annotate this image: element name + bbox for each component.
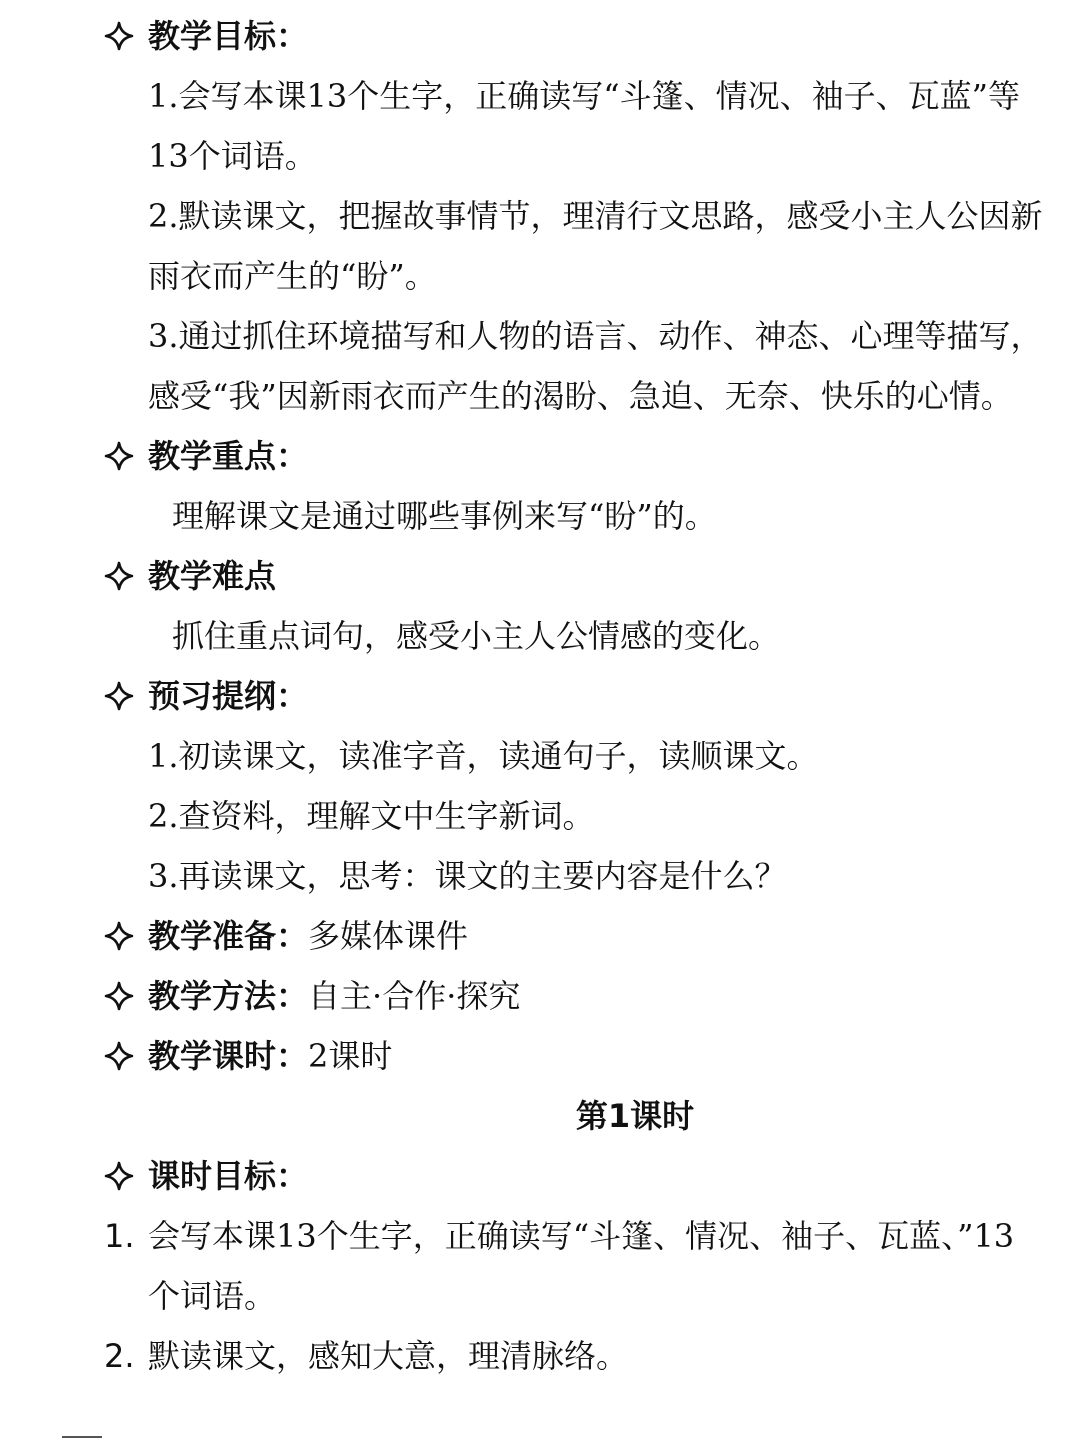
- heading-value: 多媒体课件: [308, 917, 469, 955]
- goals-line-3: 2.默读课文，把握故事情节，理清行文思路，感受小主人公因新: [148, 197, 1043, 235]
- item-text: 默读课文，感知大意，理清脉络。: [148, 1337, 629, 1375]
- heading-colon: ：: [276, 1037, 309, 1075]
- goals-line-1: 1.会写本课13个生字，正确读写“斗篷、情况、袖子、瓦蓝”等: [148, 77, 1020, 115]
- lesson-goal-item-2: [104, 1336, 628, 1376]
- section-heading-difficulties: [104, 556, 276, 596]
- heading-colon: ：: [276, 1157, 309, 1195]
- heading-label: 教学课时: [148, 1037, 277, 1075]
- heading-label: 课时目标: [148, 1157, 277, 1195]
- goals-line-4: 雨衣而产生的“盼”。: [148, 257, 437, 295]
- heading-label: 教学难点: [148, 557, 277, 595]
- lesson-goal-item-1-cont: 个词语。: [148, 1277, 277, 1315]
- heading-value: 自主·合作·探究: [308, 977, 521, 1015]
- heading-colon: ：: [276, 977, 309, 1015]
- preview-line-1: 1.初读课文，读准字音，读通句子，读顺课文。: [148, 737, 819, 775]
- section-heading-preparation: [104, 916, 468, 956]
- lesson-title: 第1课时: [575, 1097, 695, 1135]
- heading-value: 2课时: [308, 1037, 393, 1075]
- section-heading-hours: [104, 1036, 392, 1076]
- heading-colon: ：: [276, 17, 309, 55]
- preview-line-2: 2.查资料，理解文中生字新词。: [148, 797, 595, 835]
- section-heading-preview: [104, 676, 308, 716]
- goals-line-2: 13个词语。: [148, 137, 317, 175]
- section-heading-key-points: [104, 436, 308, 476]
- diamond-bullet-icon: [104, 681, 134, 711]
- page-corner-mark: [62, 1436, 102, 1438]
- diamond-bullet-icon: [104, 1161, 134, 1191]
- goals-line-5: 3.通过抓住环境描写和人物的语言、动作、神态、心理等描写，: [148, 317, 1043, 355]
- item-number: 1.: [104, 1217, 135, 1255]
- preview-line-3: 3.再读课文，思考：课文的主要内容是什么？: [148, 857, 787, 895]
- section-heading-lesson-goals: [104, 1156, 308, 1196]
- difficulties-text: 抓住重点词句，感受小主人公情感的变化。: [172, 617, 781, 655]
- heading-label: 预习提纲: [148, 677, 277, 715]
- section-heading-method: [104, 976, 520, 1016]
- heading-label: 教学目标: [148, 17, 277, 55]
- heading-colon: ：: [276, 437, 309, 475]
- diamond-bullet-icon: [104, 921, 134, 951]
- goals-line-6: 感受“我”因新雨衣而产生的渴盼、急迫、无奈、快乐的心情。: [148, 377, 1013, 415]
- diamond-bullet-icon: [104, 981, 134, 1011]
- diamond-bullet-icon: [104, 21, 134, 51]
- heading-label: 教学准备: [148, 917, 277, 955]
- heading-colon: ：: [276, 677, 309, 715]
- lesson-goal-item-1: [104, 1216, 1014, 1256]
- key-points-text: 理解课文是通过哪些事例来写“盼”的。: [172, 497, 717, 535]
- item-text: 会写本课13个生字，正确读写“斗篷、情况、袖子、瓦蓝、”13: [148, 1217, 1015, 1255]
- diamond-bullet-icon: [104, 441, 134, 471]
- item-number: 2.: [104, 1337, 135, 1375]
- heading-label: 教学重点: [148, 437, 277, 475]
- diamond-bullet-icon: [104, 1041, 134, 1071]
- heading-label: 教学方法: [148, 977, 277, 1015]
- section-heading-goals: [104, 16, 308, 56]
- heading-colon: ：: [276, 917, 309, 955]
- diamond-bullet-icon: [104, 561, 134, 591]
